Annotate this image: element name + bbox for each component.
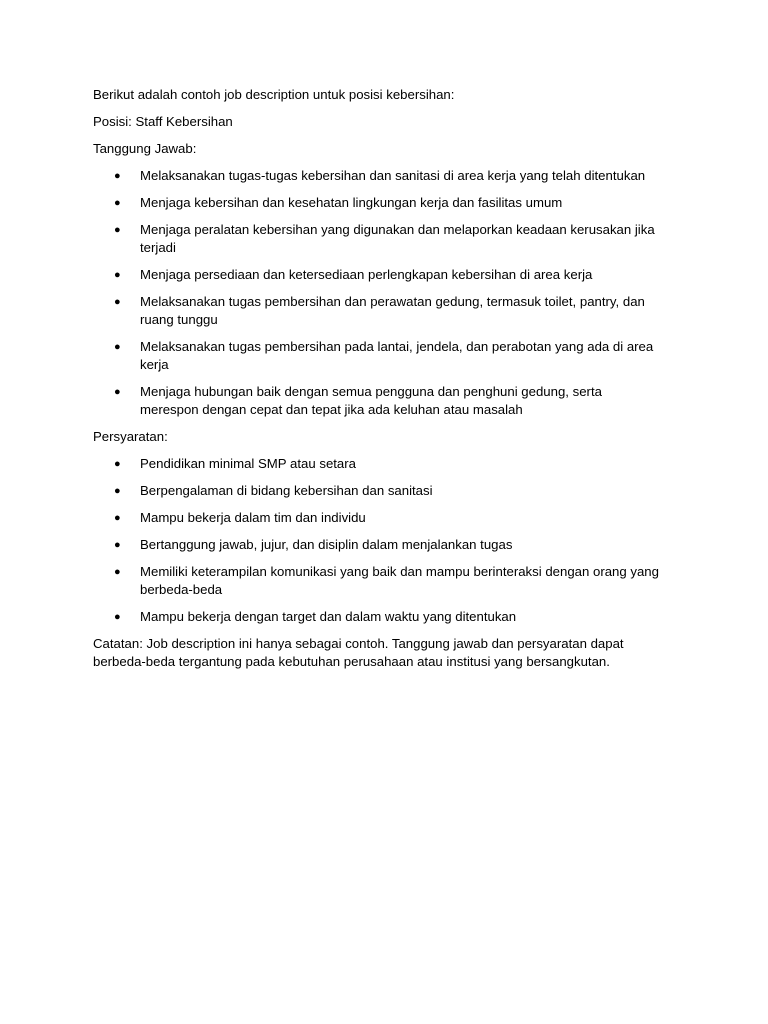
- list-item: [93, 509, 673, 527]
- list-item: [93, 266, 673, 284]
- list-item-text: Menjaga peralatan kebersihan yang digunakan dan melaporkan keadaan kerusakan jika terjadi: [140, 222, 655, 255]
- bullet-icon: ●: [114, 296, 121, 308]
- requirements-list: [93, 455, 673, 626]
- list-item-text: Melaksanakan tugas pembersihan dan perawatan gedung, termasuk toilet, pantry, dan ruang tunggu: [140, 294, 645, 327]
- list-item: [93, 563, 673, 599]
- list-item: [93, 383, 673, 419]
- list-item: [93, 536, 673, 554]
- list-item-text: Melaksanakan tugas-tugas kebersihan dan sanitasi di area kerja yang telah ditentukan: [140, 168, 646, 183]
- intro-paragraph: Berikut adalah contoh job description untuk posisi kebersihan:: [93, 87, 455, 102]
- list-item: [93, 194, 673, 212]
- list-item-text: Menjaga hubungan baik dengan semua pengguna dan penghuni gedung, serta merespon dengan cepat dan tepat jika ada keluhan atau masalah: [140, 384, 602, 417]
- list-item-text: Pendidikan minimal SMP atau setara: [140, 456, 356, 471]
- list-item-text: Bertanggung jawab, jujur, dan disiplin dalam menjalankan tugas: [140, 537, 513, 552]
- bullet-icon: ●: [114, 269, 121, 281]
- bullet-icon: ●: [114, 170, 121, 182]
- requirements-heading: Persyaratan:: [93, 429, 168, 444]
- list-item: [93, 608, 673, 626]
- list-item-text: Mampu bekerja dengan target dan dalam waktu yang ditentukan: [140, 609, 517, 624]
- bullet-icon: ●: [114, 539, 121, 551]
- list-item-text: Berpengalaman di bidang kebersihan dan sanitasi: [140, 483, 433, 498]
- bullet-icon: ●: [114, 341, 121, 353]
- bullet-icon: ●: [114, 566, 121, 578]
- list-item: [93, 455, 673, 473]
- list-item: [93, 167, 673, 185]
- list-item-text: Mampu bekerja dalam tim dan individu: [140, 510, 366, 525]
- responsibilities-list: [93, 167, 673, 419]
- list-item-text: Melaksanakan tugas pembersihan pada lantai, jendela, dan perabotan yang ada di area kerja: [140, 339, 654, 372]
- bullet-icon: ●: [114, 458, 121, 470]
- list-item: [93, 482, 673, 500]
- bullet-icon: ●: [114, 197, 121, 209]
- list-item: [93, 221, 673, 257]
- bullet-icon: ●: [114, 224, 121, 236]
- bullet-icon: ●: [114, 386, 121, 398]
- list-item-text: Menjaga persediaan dan ketersediaan perlengkapan kebersihan di area kerja: [140, 267, 593, 282]
- position-line: Posisi: Staff Kebersihan: [93, 114, 233, 129]
- bullet-icon: ●: [114, 611, 121, 623]
- document-body: [93, 86, 673, 671]
- list-item-text: Menjaga kebersihan dan kesehatan lingkungan kerja dan fasilitas umum: [140, 195, 563, 210]
- list-item: [93, 338, 673, 374]
- bullet-icon: ●: [114, 485, 121, 497]
- responsibilities-heading: Tanggung Jawab:: [93, 141, 197, 156]
- note-paragraph: Catatan: Job description ini hanya sebagai contoh. Tanggung jawab dan persyaratan dapat berbeda-beda tergantung pada kebutuhan perusahaan atau institusi yang bersangkutan.: [93, 636, 624, 669]
- bullet-icon: ●: [114, 512, 121, 524]
- list-item-text: Memiliki keterampilan komunikasi yang baik dan mampu berinteraksi dengan orang yang berbeda-beda: [140, 564, 659, 597]
- list-item: [93, 293, 673, 329]
